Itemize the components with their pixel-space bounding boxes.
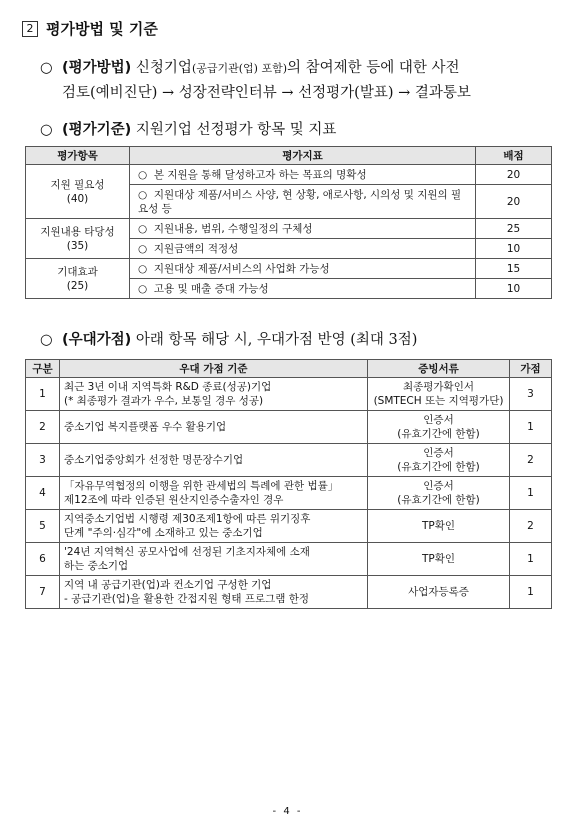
method-small: (공급기관(업) 포함): [191, 62, 287, 75]
bonus-head: (우대가점): [62, 332, 132, 348]
method-text-2: 의 참여제한 등에 대한 사전: [286, 60, 460, 76]
table-row: [26, 219, 552, 239]
table-row: [26, 543, 552, 576]
group-cell: [26, 219, 130, 259]
criteria-cell: 중소기업 복지플랫폼 우수 활용기업: [60, 411, 368, 444]
document-cell: 인증서 (유효기간에 한함): [368, 477, 510, 510]
group-points: (40): [66, 192, 89, 205]
document-cell: 인증서 (유효기간에 한함): [368, 444, 510, 477]
table-row: [26, 477, 552, 510]
row-number-cell: 7: [26, 576, 60, 609]
document-cell: 인증서 (유효기간에 한함): [368, 411, 510, 444]
method-paragraph: [40, 56, 550, 105]
section-number: 2: [22, 21, 38, 37]
table-header-row: [26, 360, 552, 378]
row-number-cell: 5: [26, 510, 60, 543]
header-cell: 가점: [510, 360, 552, 378]
section-title: [22, 18, 158, 39]
group-name: 기대효과: [57, 265, 98, 278]
group-points: (25): [66, 279, 89, 292]
group-name: 지원 필요성: [50, 178, 105, 191]
bullet-marker: ○: [40, 60, 53, 76]
document-cell: TP확인: [368, 543, 510, 576]
score-cell: 15: [476, 259, 552, 279]
table-header-row: [26, 147, 552, 165]
group-points: (35): [66, 239, 89, 252]
criteria-cell: 지역중소기업법 시행령 제30조제1항에 따른 위기징후 단계 "주의·심각"에 소재하고 있는 중소기업: [60, 510, 368, 543]
table-row: [26, 411, 552, 444]
bonus-text: 아래 항목 해당 시, 우대가점 반영 (최대 3점): [131, 332, 418, 348]
score-cell: 20: [476, 165, 552, 185]
index-cell: ○ 지원금액의 적정성: [130, 239, 476, 259]
row-number-cell: 1: [26, 378, 60, 411]
bonus-score-cell: 3: [510, 378, 552, 411]
header-cell: 평가항목: [26, 147, 130, 165]
page-number: - 4 -: [272, 806, 303, 817]
bonus-score-cell: 2: [510, 510, 552, 543]
criteria-cell: 「자유무역협정의 이행을 위한 관세법의 특례에 관한 법률」 제12조에 따라 인증된 원산지인증수출자인 경우: [60, 477, 368, 510]
section-title-text: 평가방법 및 기준: [46, 20, 158, 38]
header-cell: 평가지표: [130, 147, 476, 165]
method-line-2: 검토(예비진단) → 성장전략인터뷰 → 선정평가(발표) → 결과통보: [62, 85, 471, 101]
group-cell: [26, 259, 130, 299]
table-row: [26, 510, 552, 543]
bonus-table: [25, 359, 552, 609]
bonus-score-cell: 1: [510, 411, 552, 444]
table-row: [26, 444, 552, 477]
row-number-cell: 2: [26, 411, 60, 444]
bonus-paragraph: [40, 328, 417, 352]
table-row: [26, 378, 552, 411]
criteria-cell: 최근 3년 이내 지역특화 R&D 종료(성공)기업 (* 최종평가 결과가 우수, 보통일 경우 성공): [60, 378, 368, 411]
bonus-table-body: [26, 378, 552, 609]
group-cell: [26, 165, 130, 219]
bonus-score-cell: 1: [510, 477, 552, 510]
row-number-cell: 6: [26, 543, 60, 576]
header-cell: 배점: [476, 147, 552, 165]
criteria-cell: '24년 지역혁신 공모사업에 선정된 기초지자체에 소재 하는 중소기업: [60, 543, 368, 576]
score-cell: 10: [476, 279, 552, 299]
group-name: 지원내용 타당성: [40, 225, 115, 238]
bullet-marker: ○: [40, 122, 53, 138]
index-cell: ○ 본 지원을 통해 달성하고자 하는 목표의 명확성: [130, 165, 476, 185]
criteria-head: (평가기준): [62, 122, 132, 138]
index-cell: ○ 지원내용, 범위, 수행일정의 구체성: [130, 219, 476, 239]
criteria-text: 지원기업 선정평가 항목 및 지표: [131, 122, 337, 138]
score-cell: 25: [476, 219, 552, 239]
score-cell: 10: [476, 239, 552, 259]
criteria-paragraph: [40, 118, 336, 142]
document-cell: 최종평가확인서 (SMTECH 또는 지역평가단): [368, 378, 510, 411]
table-row: [26, 259, 552, 279]
method-head: (평가방법): [62, 60, 132, 76]
header-cell: 증빙서류: [368, 360, 510, 378]
score-cell: 20: [476, 185, 552, 219]
criteria-table: [25, 146, 552, 299]
bonus-score-cell: 1: [510, 543, 552, 576]
bullet-marker: ○: [40, 332, 53, 348]
table-row: [26, 576, 552, 609]
index-cell: ○ 지원대상 제품/서비스 사양, 현 상황, 애로사항, 시의성 및 지원의 필요성 등: [130, 185, 476, 219]
criteria-cell: 중소기업중앙회가 선정한 명문장수기업: [60, 444, 368, 477]
bonus-score-cell: 1: [510, 576, 552, 609]
row-number-cell: 4: [26, 477, 60, 510]
bonus-score-cell: 2: [510, 444, 552, 477]
header-cell: 우대 가점 기준: [60, 360, 368, 378]
index-cell: ○ 지원대상 제품/서비스의 사업화 가능성: [130, 259, 476, 279]
document-cell: TP확인: [368, 510, 510, 543]
criteria-cell: 지역 내 공급기관(업)과 컨소기업 구성한 기업 - 공급기관(업)을 활용한 간접지원 형태 프로그램 한정: [60, 576, 368, 609]
row-number-cell: 3: [26, 444, 60, 477]
table-row: [26, 165, 552, 185]
index-cell: ○ 고용 및 매출 증대 가능성: [130, 279, 476, 299]
method-line-1: [62, 56, 550, 81]
document-cell: 사업자등록증: [368, 576, 510, 609]
method-text-1: 신청기업: [131, 60, 192, 76]
header-cell: 구분: [26, 360, 60, 378]
